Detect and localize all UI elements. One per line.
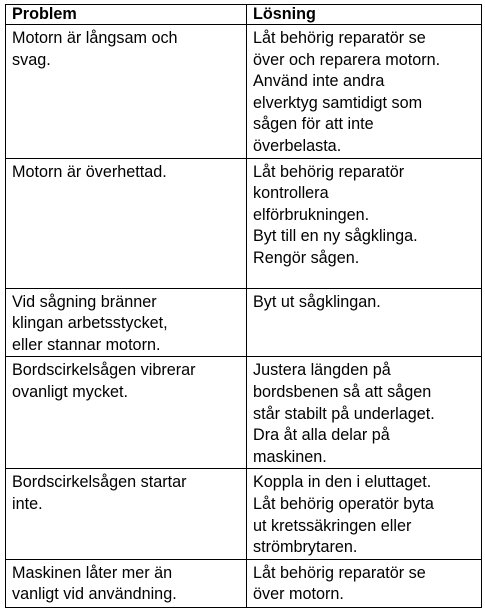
header-solution: Lösning <box>247 5 482 25</box>
solution-text: Låt behörig reparatör se över motorn. <box>253 563 426 604</box>
solution-cell <box>247 288 482 357</box>
table-header-row <box>6 5 482 25</box>
table-row <box>6 158 482 288</box>
header-problem: Problem <box>6 5 247 25</box>
solution-cell <box>247 357 482 469</box>
solution-text: Justera längden på bordsbenen så att sågen står stabilt på underlaget. Dra åt alla delar på maskinen. <box>253 361 435 466</box>
problem-cell <box>6 469 247 559</box>
table-row <box>6 559 482 607</box>
problem-cell <box>6 357 247 469</box>
table-row <box>6 357 482 469</box>
solution-cell <box>247 158 482 288</box>
problem-cell <box>6 25 247 159</box>
solution-text: Koppla in den i eluttaget. Låt behörig operatör byta ut kretssäkringen eller strömbrytaren. <box>253 473 434 557</box>
table-row <box>6 25 482 159</box>
problem-text: Motorn är långsam och svag. <box>12 29 178 69</box>
table-row <box>6 288 482 357</box>
troubleshooting-table <box>5 4 482 608</box>
problem-text: Maskinen låter mer än vanligt vid användning. <box>12 563 177 604</box>
solution-cell <box>247 25 482 159</box>
solution-text: Låt behörig reparatör se över och reparera motorn. Använd inte andra elverktyg samtidigt som sågen för att inte överbelasta. <box>253 29 441 155</box>
problem-text: Vid sågning bränner klingan arbetsstycket, eller stannar motorn. <box>12 292 168 354</box>
solution-cell <box>247 469 482 559</box>
table-row <box>6 469 482 559</box>
solution-text: Byt ut sågklingan. <box>253 292 381 311</box>
problem-text: Bordscirkelsågen vibrerar ovanligt mycket. <box>12 361 196 401</box>
solution-text: Låt behörig reparatör kontrollera elförbrukningen. Byt till en ny sågklinga. Rengör sågen. <box>253 162 418 267</box>
problem-text: Bordscirkelsågen startar inte. <box>12 473 187 513</box>
problem-cell <box>6 158 247 288</box>
solution-cell <box>247 559 482 607</box>
problem-cell <box>6 559 247 607</box>
problem-text: Motorn är överhettad. <box>12 162 167 181</box>
problem-cell <box>6 288 247 357</box>
